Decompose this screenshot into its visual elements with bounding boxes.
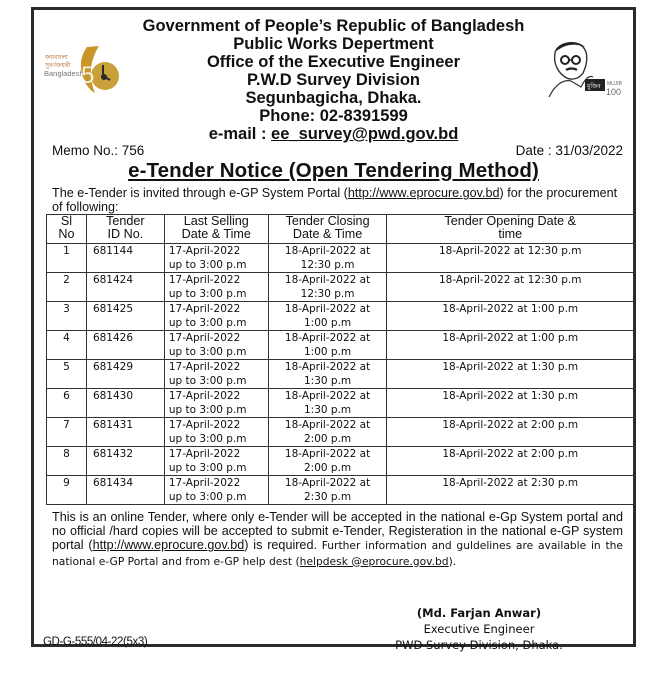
notice-frame xyxy=(31,7,636,652)
office-header xyxy=(34,17,633,143)
cell-last-selling: 17-April-2022 up to 3:00 p.m xyxy=(164,302,268,331)
table-header-row xyxy=(47,215,634,244)
col-header-tender-id: Tender ID No. xyxy=(86,215,164,244)
cell-sl: 5 xyxy=(47,360,87,389)
svg-text:মুজিব: মুজিব xyxy=(587,83,601,90)
header-email xyxy=(34,125,633,143)
cell-sl: 3 xyxy=(47,302,87,331)
cell-tender-opening: 18-April-2022 at 12:30 p.m xyxy=(387,244,634,273)
cell-tender-closing: 18-April-2022 at 1:30 p.m xyxy=(268,360,387,389)
cell-tender-closing: 18-April-2022 at 12:30 p.m xyxy=(268,273,387,302)
table-row xyxy=(47,331,634,360)
footer-code: GD-G-555/04-22(5x3) xyxy=(43,636,148,648)
cell-sl: 6 xyxy=(47,389,87,418)
logo-right-text: MUJIB xyxy=(607,81,622,87)
cell-sl: 1 xyxy=(47,244,87,273)
table-row xyxy=(47,476,634,505)
signatory-name: (Md. Farjan Anwar) xyxy=(416,606,542,620)
cell-tender-closing: 18-April-2022 at 1:30 p.m xyxy=(268,389,387,418)
cell-tender-id: 681424 xyxy=(86,273,164,302)
svg-text:100: 100 xyxy=(606,87,622,97)
email-label: e-mail : xyxy=(208,125,272,143)
cell-last-selling: 17-April-2022 up to 3:00 p.m xyxy=(164,360,268,389)
header-department: Public Works Depertment xyxy=(233,35,434,53)
cell-tender-closing: 18-April-2022 at 2:00 p.m xyxy=(268,418,387,447)
col-header-tender-closing: Tender Closing Date & Time xyxy=(268,215,387,244)
cell-last-selling: 17-April-2022 up to 3:00 p.m xyxy=(164,389,268,418)
cell-tender-id: 681144 xyxy=(86,244,164,273)
intro-text-end: ) for the procurement of following: xyxy=(52,186,618,214)
notes-further-info: Further information and guldelines are available in the national e-GP Portal and from e-GP help dest ( xyxy=(52,539,623,568)
memo-number: Memo No.: 756 xyxy=(52,143,145,158)
cell-last-selling: 17-April-2022 up to 3:00 p.m xyxy=(164,273,268,302)
cell-tender-opening: 18-April-2022 at 2:00 p.m xyxy=(387,447,634,476)
cell-sl: 7 xyxy=(47,418,87,447)
tender-table xyxy=(46,214,634,505)
eprocure-link[interactable]: http://www.eprocure.gov.bd xyxy=(347,186,500,200)
intro-paragraph xyxy=(52,187,623,214)
cell-last-selling: 17-April-2022 up to 3:00 p.m xyxy=(164,476,268,505)
table-row xyxy=(47,273,634,302)
notes-text-after: ) is required. xyxy=(244,538,317,553)
cell-tender-id: 681434 xyxy=(86,476,164,505)
notice-title: e-Tender Notice (Open Tendering Method) xyxy=(128,159,539,182)
header-phone: Phone: 02-8391599 xyxy=(259,107,408,125)
logo-left-text: Bangladesh xyxy=(44,69,84,78)
notes-end: ). xyxy=(448,554,457,568)
svg-text:জয়বাংলা: জয়বাংলা xyxy=(45,54,68,61)
table-row xyxy=(47,244,634,273)
cell-last-selling: 17-April-2022 up to 3:00 p.m xyxy=(164,244,268,273)
cell-last-selling: 17-April-2022 up to 3:00 p.m xyxy=(164,331,268,360)
cell-tender-closing: 18-April-2022 at 12:30 p.m xyxy=(268,244,387,273)
col-header-tender-opening: Tender Opening Date & time xyxy=(387,215,634,244)
cell-last-selling: 17-April-2022 up to 3:00 p.m xyxy=(164,418,268,447)
cell-tender-id: 681425 xyxy=(86,302,164,331)
table-row xyxy=(47,302,634,331)
col-header-last-selling: Last Selling Date & Time xyxy=(164,215,268,244)
notes-eprocure-link[interactable]: http://www.eprocure.gov.bd xyxy=(92,538,245,553)
cell-sl: 2 xyxy=(47,273,87,302)
cell-sl: 9 xyxy=(47,476,87,505)
cell-tender-opening: 18-April-2022 at 1:00 p.m xyxy=(387,302,634,331)
notes-paragraph xyxy=(52,510,623,569)
helpdesk-email-link[interactable]: helpdesk @eprocure.gov.bd xyxy=(299,554,449,568)
cell-tender-opening: 18-April-2022 at 12:30 p.m xyxy=(387,273,634,302)
cell-tender-opening: 18-April-2022 at 1:00 p.m xyxy=(387,331,634,360)
header-office: Office of the Executive Engineer xyxy=(206,53,461,71)
cell-tender-id: 681431 xyxy=(86,418,164,447)
cell-tender-opening: 18-April-2022 at 2:30 p.m xyxy=(387,476,634,505)
cell-sl: 8 xyxy=(47,447,87,476)
table-row xyxy=(47,389,634,418)
signatory-designation: Executive Engineer xyxy=(423,622,535,636)
cell-sl: 4 xyxy=(47,331,87,360)
cell-tender-id: 681429 xyxy=(86,360,164,389)
cell-tender-closing: 18-April-2022 at 1:00 p.m xyxy=(268,331,387,360)
intro-text: The e-Tender is invited through e-GP System Portal ( xyxy=(52,186,348,200)
cell-tender-opening: 18-April-2022 at 1:30 p.m xyxy=(387,360,634,389)
cell-tender-closing: 18-April-2022 at 2:00 p.m xyxy=(268,447,387,476)
cell-tender-closing: 18-April-2022 at 2:30 p.m xyxy=(268,476,387,505)
svg-text:5: 5 xyxy=(81,62,95,89)
cell-tender-closing: 18-April-2022 at 1:00 p.m xyxy=(268,302,387,331)
signatory-office: PWD Survey Division, Dhaka. xyxy=(395,638,563,652)
col-header-sl: Sl No xyxy=(47,215,87,244)
notes-text: This is an online Tender, where only e-Tender will be accepted in the national e-Gp System portal and no official /hard copies will be accepted to submit e-Tender, Registeration in the national e-GP system portal ( xyxy=(52,510,623,553)
email-link[interactable]: ee_survey@pwd.gov.bd xyxy=(271,125,459,143)
cell-tender-opening: 18-April-2022 at 1:30 p.m xyxy=(387,389,634,418)
cell-tender-id: 681430 xyxy=(86,389,164,418)
memo-date: Date : 31/03/2022 xyxy=(515,143,623,158)
cell-tender-id: 681426 xyxy=(86,331,164,360)
cell-tender-opening: 18-April-2022 at 2:00 p.m xyxy=(387,418,634,447)
svg-text:সুবর্ণজয়ন্তী: সুবর্ণজয়ন্তী xyxy=(45,62,71,69)
table-row xyxy=(47,447,634,476)
cell-tender-id: 681432 xyxy=(86,447,164,476)
header-division: P.W.D Survey Division xyxy=(246,71,420,89)
signature-block xyxy=(364,605,594,653)
table-row xyxy=(47,360,634,389)
cell-last-selling: 17-April-2022 up to 3:00 p.m xyxy=(164,447,268,476)
table-row xyxy=(47,418,634,447)
header-government: Government of People’s Republic of Bangladesh xyxy=(142,17,525,35)
header-address: Segunbagicha, Dhaka. xyxy=(245,89,422,107)
memo-row xyxy=(52,143,623,158)
